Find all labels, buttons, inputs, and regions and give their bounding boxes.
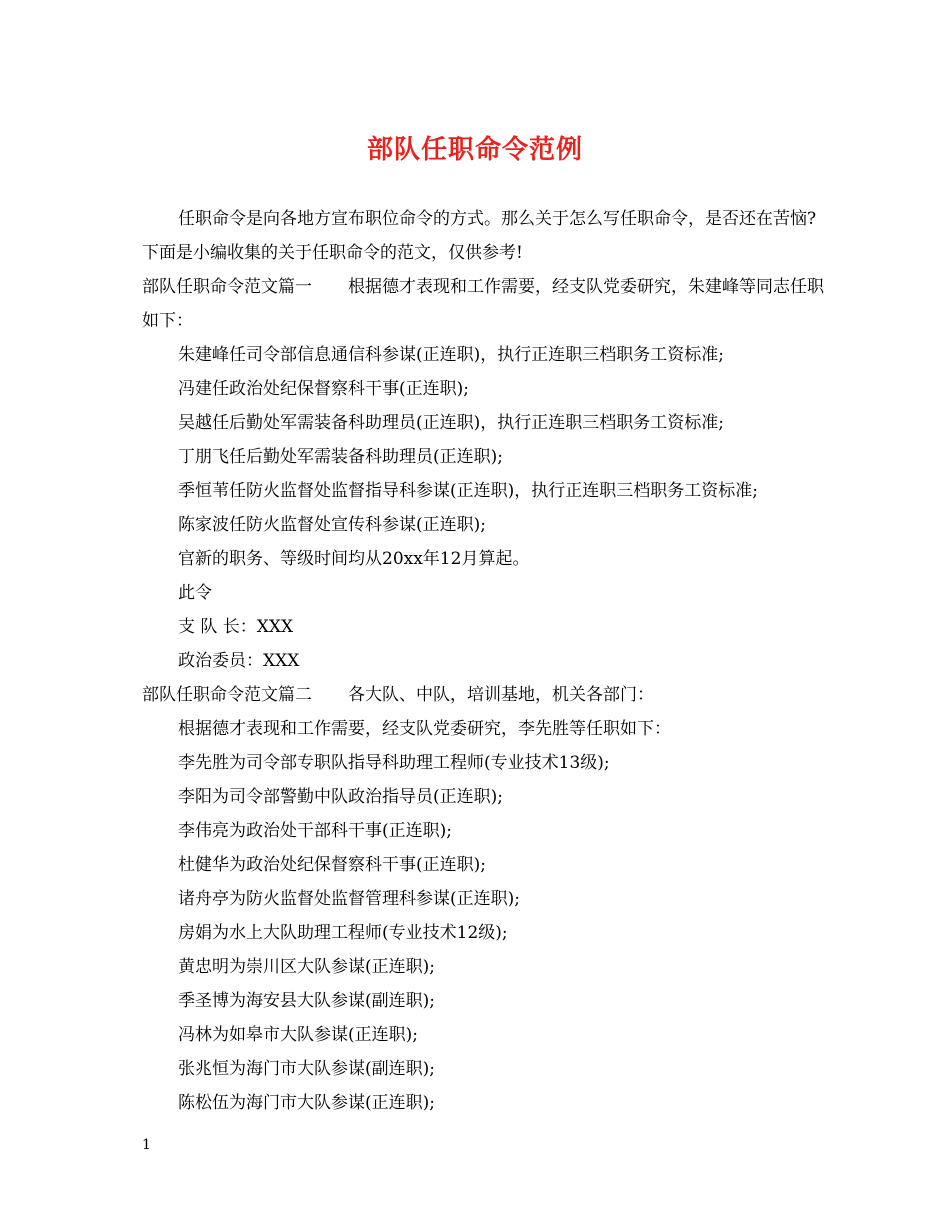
example2-opening-paragraph (142, 678, 832, 712)
intro-paragraph: 任职命令是向各地方宣布职位命令的方式。那么关于怎么写任职命令，是否还在苦恼?下面是小编收集的关于任职命令的范文，仅供参考! (142, 209, 817, 263)
page-number: 1 (142, 1137, 151, 1153)
example2-item: 张兆恒为海门市大队参谋(副连职); (178, 1059, 435, 1079)
document-body (142, 202, 832, 1120)
example1-signature: 政治委员：XXX (178, 651, 300, 671)
example1-item: 季恒苇任防火监督处监督指导科参谋(正连职)，执行正连职三档职务工资标准; (178, 481, 758, 501)
example1-opening-paragraph (142, 270, 832, 338)
example2-item: 李先胜为司令部专职队指导科助理工程师(专业技术13级); (178, 753, 610, 773)
example1-item: 冯建任政治处纪保督察科干事(正连职); (178, 379, 469, 399)
example1-signature: 支 队 长：XXX (178, 617, 294, 637)
example1-item: 吴越任后勤处军需装备科助理员(正连职)，执行正连职三档职务工资标准; (178, 413, 724, 433)
example1-item: 丁朋飞任后勤处军需装备科助理员(正连职); (178, 447, 503, 467)
example2-opening: 各大队、中队，培训基地，机关各部门： (348, 685, 654, 705)
example2-item: 陈松伍为海门市大队参谋(正连职); (178, 1093, 435, 1113)
example2-item: 房娟为水上大队助理工程师(专业技术12级); (178, 923, 508, 943)
example2-item: 根据德才表现和工作需要，经支队党委研究，李先胜等任职如下： (178, 719, 671, 739)
example1-item: 朱建峰任司令部信息通信科参谋(正连职)，执行正连职三档职务工资标准; (178, 345, 724, 365)
example1-item: 官新的职务、等级时间均从20xx年12月算起。 (178, 549, 530, 569)
example2-item: 诸舟亭为防火监督处监督管理科参谋(正连职); (178, 889, 520, 909)
example1-opening: 根据德才表现和工作需要，经支队党委研究，朱建峰等同志任职如下： (142, 277, 824, 331)
example2-item: 冯林为如皋市大队参谋(正连职); (178, 1025, 418, 1045)
example2-item: 季圣博为海安县大队参谋(副连职); (178, 991, 435, 1011)
example2-item: 李伟亮为政治处干部科干事(正连职); (178, 821, 452, 841)
example2-item: 李阳为司令部警勤中队政治指导员(正连职); (178, 787, 503, 807)
document-title: 部队任职命令范例 (366, 135, 583, 165)
example2-item: 黄忠明为崇川区大队参谋(正连职); (178, 957, 435, 977)
example1-item: 此令 (178, 583, 212, 603)
example2-item: 杜健华为政治处纪保督察科干事(正连职); (178, 855, 486, 875)
example1-heading: 部队任职命令范文篇一 (142, 277, 312, 297)
example1-item: 陈家波任防火监督处宣传科参谋(正连职); (178, 515, 486, 535)
example2-heading: 部队任职命令范文篇二 (142, 685, 312, 705)
